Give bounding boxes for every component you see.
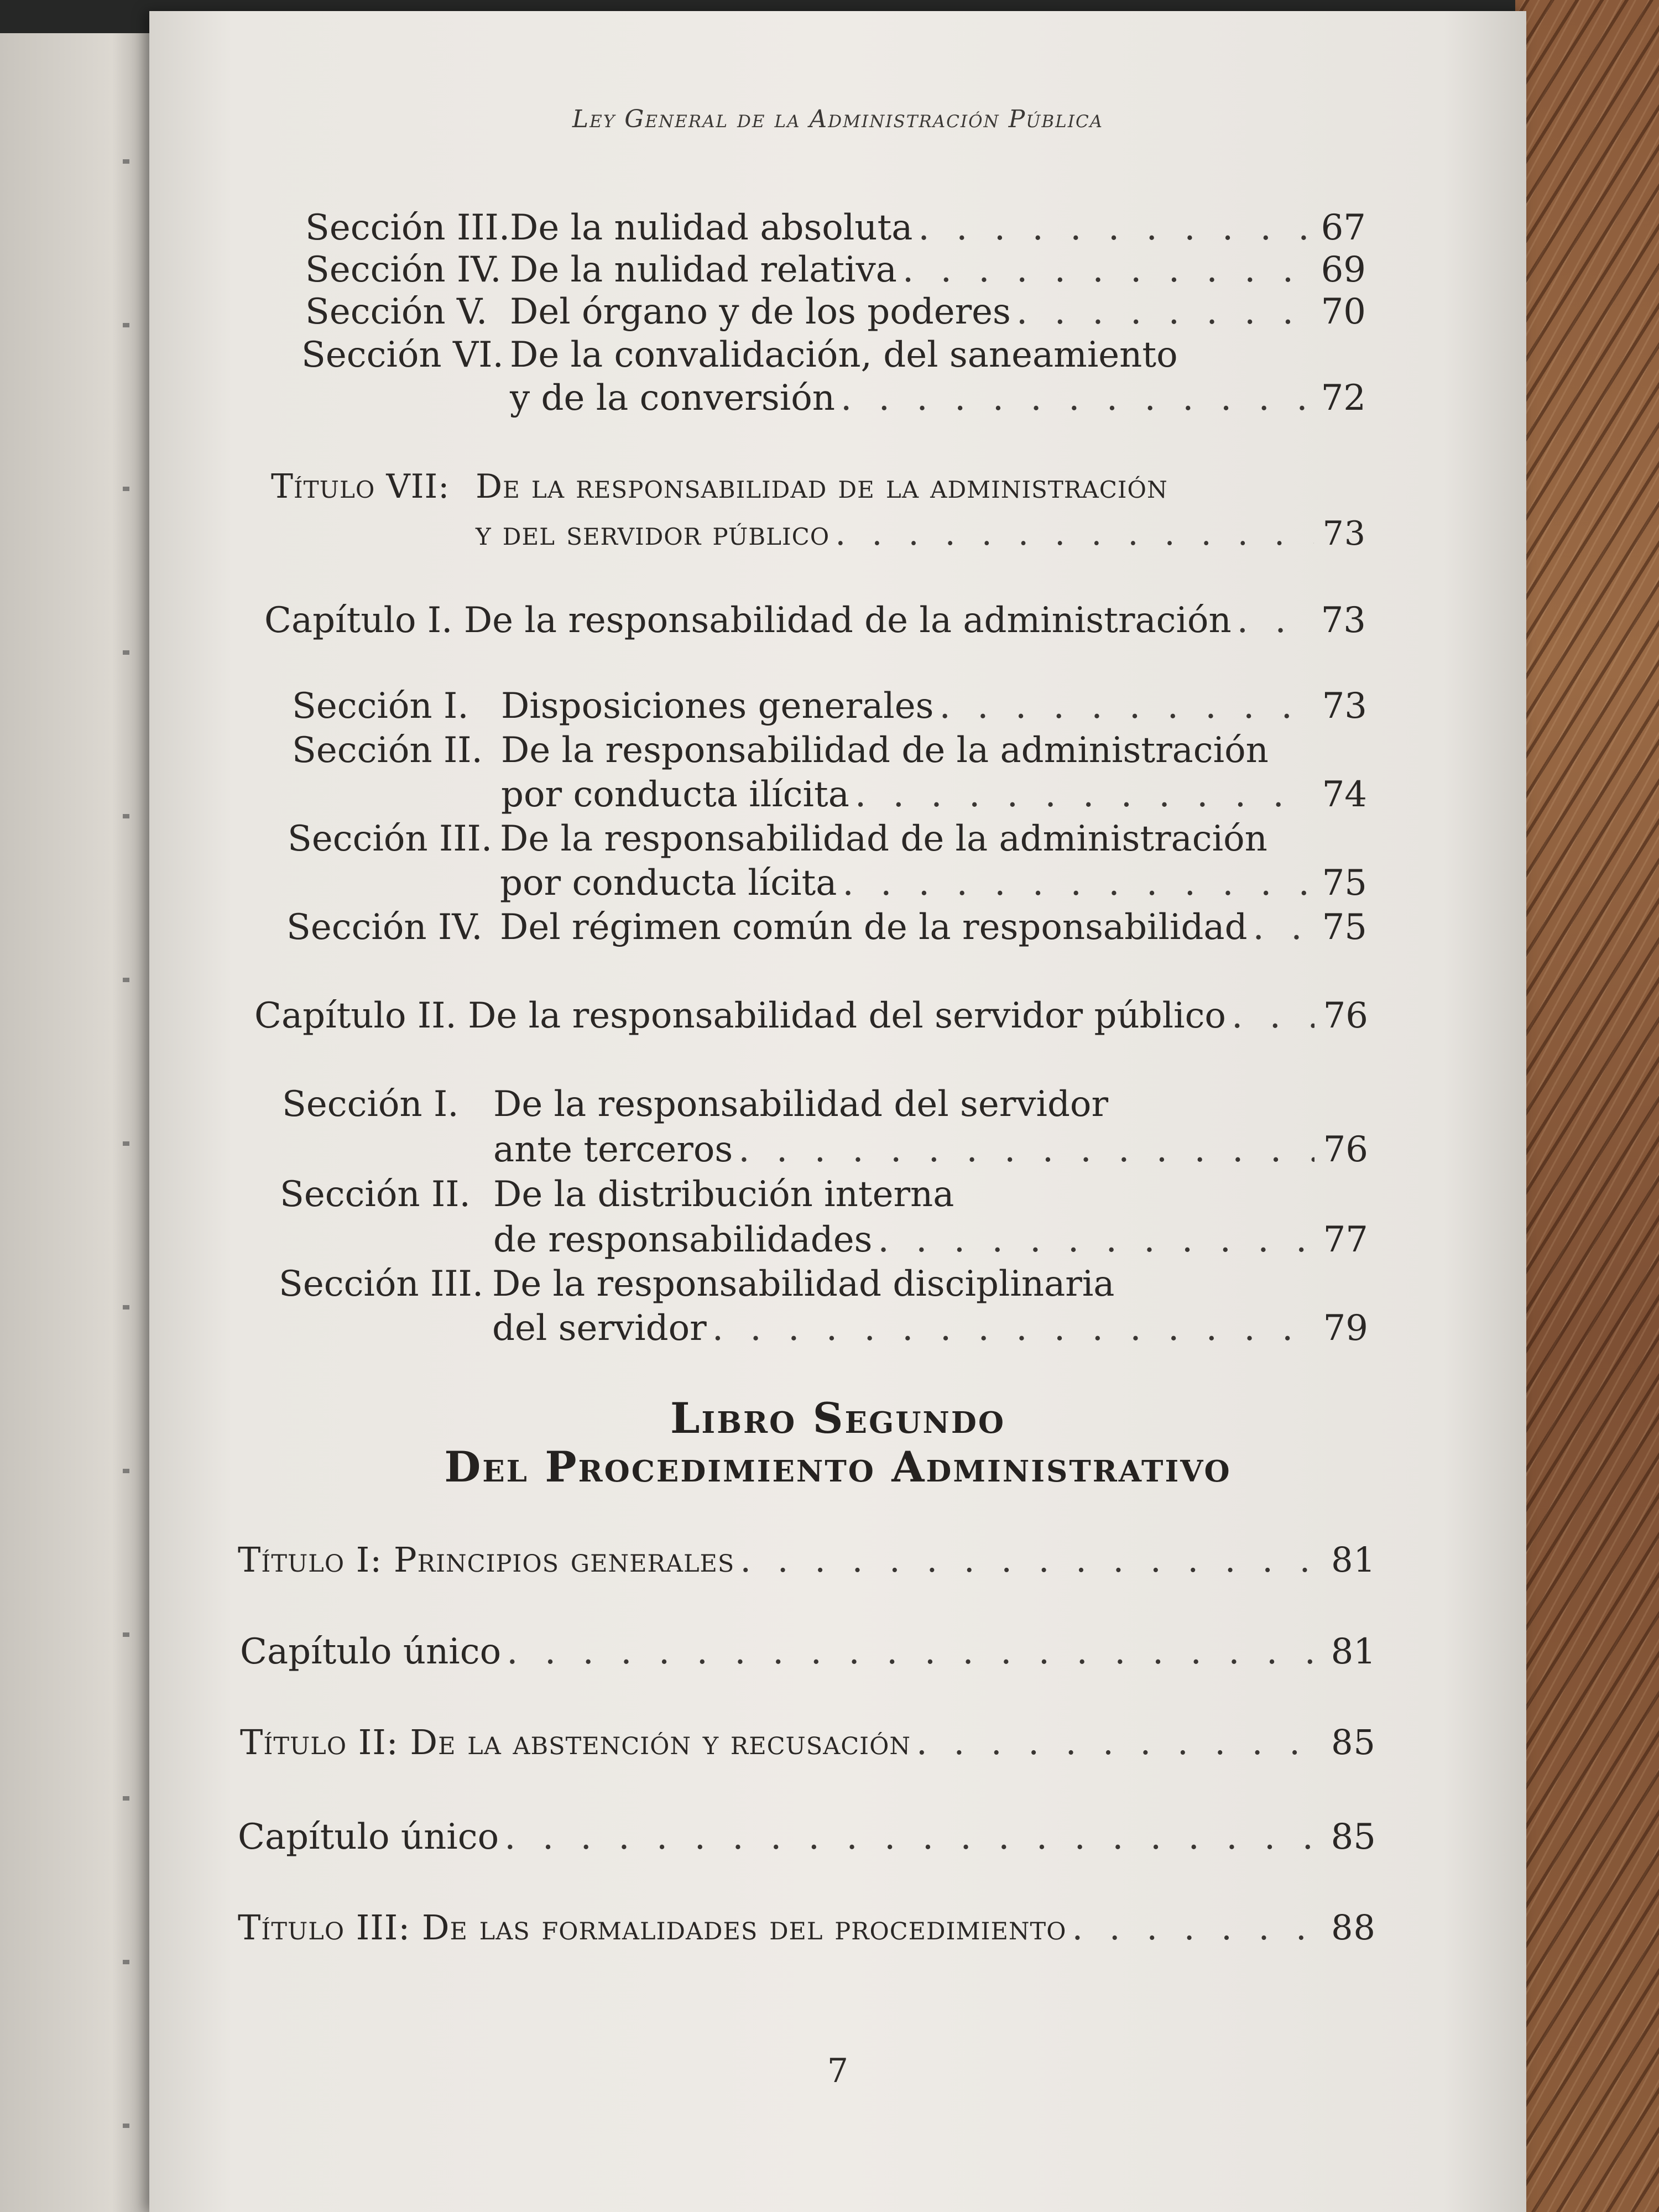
toc-entry-label: Sección IV.: [305, 249, 502, 290]
dot-leader: [504, 1819, 1322, 1855]
toc-entry-page: 81: [1331, 1540, 1376, 1580]
toc-entry-page: 85: [1331, 1817, 1376, 1858]
toc-entry-label: Sección I.: [282, 1084, 459, 1125]
toc-entry-title: Del régimen común de la responsabilidad: [500, 907, 1248, 948]
toc-entry-title: De la distribución interna: [493, 1174, 954, 1215]
toc-entry-page: 67: [1321, 207, 1366, 248]
toc-entry-title: De la responsabilidad de la administración: [500, 818, 1267, 859]
toc-entry-label: Sección V.: [305, 291, 488, 332]
toc-entry-label: Sección VI.: [301, 335, 504, 375]
toc-entry-titulo-ii: [240, 1722, 1376, 1762]
toc-entry-page: 81: [1331, 1631, 1376, 1672]
toc-entry-title: De la responsabilidad de la administración: [501, 730, 1269, 771]
toc-entry-label: Título VII:: [271, 467, 450, 506]
toc-entry-label: Sección II.: [292, 730, 483, 771]
toc-entry-titulo-ii-capitulo-unico: [238, 1817, 1376, 1858]
toc-entry-page: 77: [1323, 1219, 1368, 1260]
toc-entry-label: Sección I.: [292, 686, 469, 727]
toc-entry-title: De la responsabilidad de la administración: [476, 467, 1168, 506]
toc-entry-title-continued: de responsabilidades: [493, 1219, 873, 1260]
dot-leader: [1072, 1911, 1322, 1945]
toc-entry-page: 73: [1321, 600, 1366, 641]
toc-entry-title: Capítulo único: [240, 1631, 502, 1672]
toc-entry-label: Sección III.: [288, 818, 493, 859]
toc-entry-page: 70: [1321, 291, 1366, 332]
toc-entry-page: 75: [1322, 907, 1367, 948]
toc-entry-title: Capítulo I. De la responsabilidad de la administración: [264, 600, 1232, 641]
toc-entry-title-continued: del servidor: [492, 1308, 707, 1349]
toc-entry-title: Título II: De la abstención y recusación: [240, 1722, 911, 1762]
dot-leader: [740, 1543, 1322, 1577]
toc-entry-title: Título I: Principios generales: [238, 1540, 735, 1580]
toc-entry-titulo-iii: [238, 1907, 1376, 1948]
toc-entry-label: Sección II.: [280, 1174, 471, 1215]
toc-entry-page: 76: [1323, 1129, 1368, 1170]
libro-segundo-heading: Libro Segundo: [670, 1394, 1006, 1443]
toc-entry-title: Del órgano y de los poderes: [510, 291, 1011, 332]
toc-entry-page: 73: [1322, 686, 1367, 727]
toc-entry-page: 88: [1331, 1907, 1376, 1948]
toc-entry-label: Sección III.: [279, 1264, 484, 1305]
toc-entry-label: Sección III.: [305, 207, 510, 248]
toc-entry-label: Sección IV.: [286, 907, 483, 948]
toc-entry-title-continued: por conducta ilícita: [501, 774, 849, 815]
toc-entry-title-continued: ante terceros: [493, 1129, 733, 1170]
toc-entry-title-continued: por conducta lícita: [500, 863, 837, 904]
toc-entry-page: 72: [1321, 378, 1366, 419]
toc-entry-page: 74: [1322, 774, 1367, 815]
toc-entry-title: De la convalidación, del saneamiento: [510, 335, 1178, 375]
toc-entry-page: 79: [1323, 1308, 1368, 1349]
dot-leader: [507, 1634, 1322, 1670]
toc-entry-titulo-i-capitulo-unico: [240, 1631, 1376, 1672]
toc-entry-title: Capítulo II. De la responsabilidad del servidor público: [254, 995, 1226, 1036]
toc-entry-title: Disposiciones generales: [501, 686, 934, 727]
libro-segundo-subheading: Del Procedimiento Administrativo: [444, 1442, 1232, 1491]
toc-entry-title: De la nulidad relativa: [510, 249, 897, 290]
toc-entry-title-continued: y de la conversión: [510, 378, 835, 419]
toc-entry-title: Título III: De las formalidades del procedimiento: [238, 1907, 1067, 1948]
toc-entry-page: 85: [1331, 1722, 1376, 1762]
running-head: Ley General de la Administración Pública: [572, 105, 1104, 133]
toc-entry-title: De la responsabilidad disciplinaria: [492, 1264, 1115, 1305]
toc-entry-page: 75: [1322, 863, 1367, 904]
toc-entry-title: De la nulidad absoluta: [510, 207, 913, 248]
page-number: 7: [827, 2052, 849, 2090]
toc-entry-titulo-i: [238, 1540, 1376, 1580]
toc-entry-page: 73: [1322, 514, 1366, 553]
toc-entry-title: De la responsabilidad del servidor: [493, 1084, 1109, 1125]
dot-leader: [916, 1725, 1322, 1760]
toc-entry-page: 69: [1321, 249, 1366, 290]
toc-entry-page: 76: [1323, 995, 1368, 1036]
toc-entry-title: Capítulo único: [238, 1817, 499, 1858]
toc-entry-title-continued: y del servidor público: [476, 514, 830, 553]
